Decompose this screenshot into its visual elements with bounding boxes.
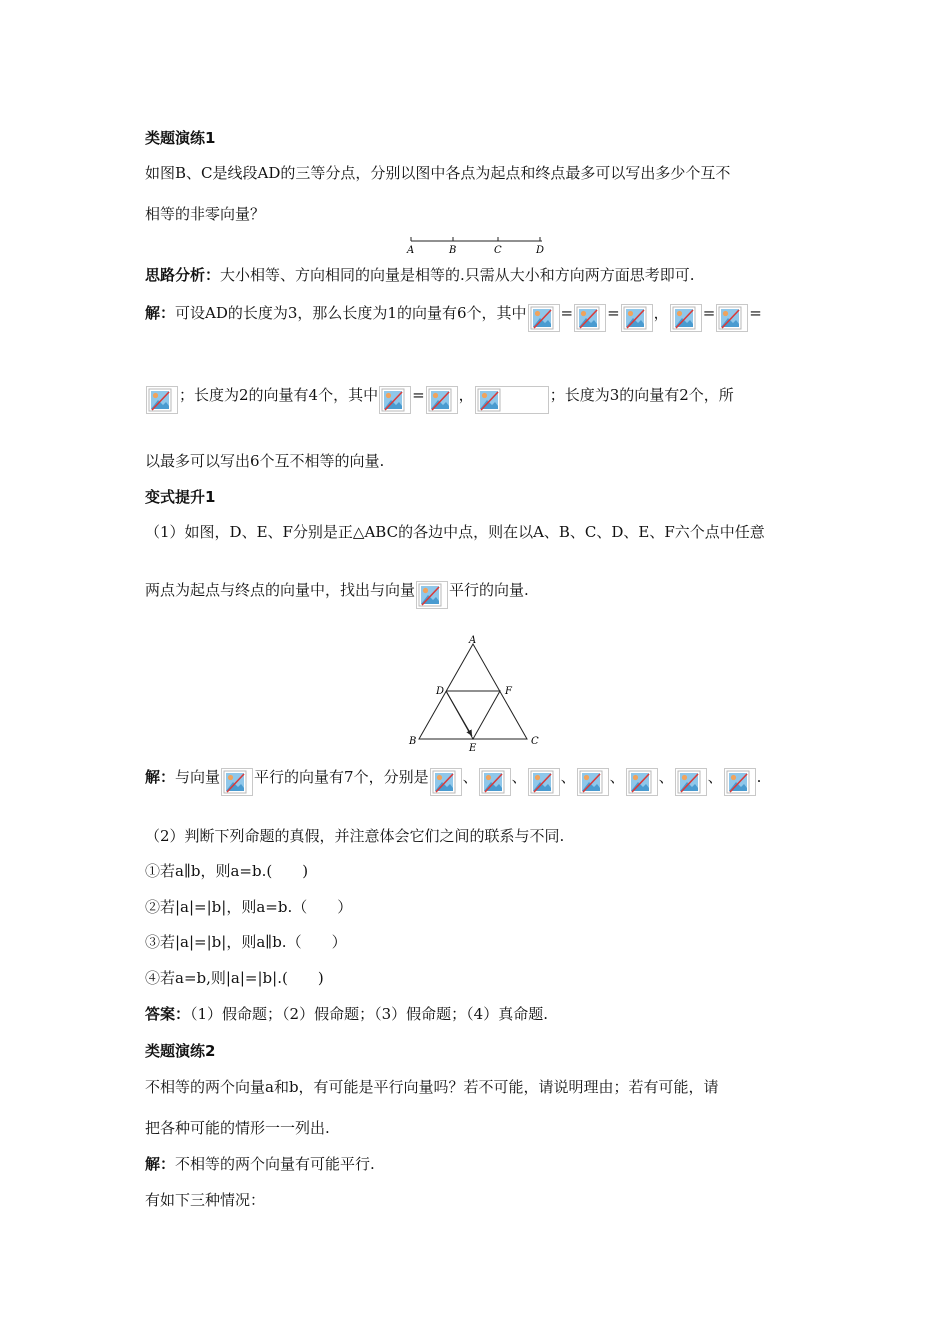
point-label-c: C	[494, 245, 502, 256]
vector-image-icon	[577, 768, 609, 796]
problem-line-1: （1）如图，D、E、F分别是正△ABC的各边中点，则在以A、B、C、D、E、F六个点中任意	[145, 523, 765, 541]
part2-title: （2）判断下列命题的真假，并注意体会它们之间的联系与不同.	[145, 827, 565, 845]
solution-label: 解：	[145, 768, 176, 786]
proposition-2: ②若|a|=|b|，则a=b.（ ）	[145, 898, 353, 916]
solution-text: 与向量	[175, 768, 221, 786]
vector-image-icon	[221, 768, 253, 796]
point-label-d: D	[436, 686, 445, 697]
vector-image-icon	[675, 768, 707, 796]
answer-line	[145, 1004, 548, 1024]
solution3-line	[145, 1154, 375, 1174]
vector-image-icon	[146, 386, 178, 414]
answer-label: 答案：	[145, 1005, 191, 1023]
point-label-b: B	[449, 245, 457, 256]
solution-text: 可设AD的长度为3，那么长度为1的向量有6个，其中	[175, 304, 527, 322]
solution-text: ；长度为3的向量有2个，所	[549, 386, 734, 404]
question-line-2: 相等的非零向量？	[145, 205, 266, 223]
section-title-2: 变式提升1	[145, 488, 216, 506]
segment-figure	[400, 234, 560, 258]
equals-sign: =	[607, 304, 620, 322]
comma: ，	[653, 304, 669, 322]
separator: 、	[560, 768, 576, 786]
analysis-line	[145, 265, 695, 285]
vector-image-icon	[626, 768, 658, 796]
proposition-3: ③若|a|=|b|，则a∥b.（ ）	[145, 933, 347, 951]
vector-image-icon	[724, 768, 756, 796]
solution-label: 解：	[145, 304, 176, 322]
vector-image-icon	[479, 768, 511, 796]
separator: 、	[511, 768, 527, 786]
analysis-label: 思路分析：	[145, 266, 221, 284]
problem-text: 平行的向量.	[449, 581, 529, 599]
problem-line-2	[145, 580, 529, 609]
separator: 、	[609, 768, 625, 786]
vector-image-icon	[416, 581, 448, 609]
section-title-3: 类题演练2	[145, 1042, 216, 1060]
separator: 、	[658, 768, 674, 786]
vector-image-icon	[670, 304, 702, 332]
vector-image-icon	[574, 304, 606, 332]
separator: 、	[707, 768, 723, 786]
point-label-c: C	[531, 736, 539, 747]
point-label-e: E	[469, 743, 477, 754]
equals-sign: =	[560, 304, 574, 322]
question2-line-2: 把各种可能的情形一一列出.	[145, 1119, 330, 1137]
period: .	[756, 768, 762, 786]
solution-text: 平行的向量有7个，分别是	[254, 768, 429, 786]
equals-sign: =	[412, 386, 425, 404]
solution-line-2	[145, 385, 734, 414]
triangle-figure	[405, 632, 555, 754]
point-label-a: A	[407, 245, 415, 256]
question-line-1: 如图B、C是线段AD的三等分点，分别以图中各点为起点和终点最多可以写出多少个互不	[145, 164, 731, 182]
vector-image-icon	[475, 386, 549, 414]
point-label-d: D	[536, 245, 545, 256]
solution-line-3: 以最多可以写出6个互不相等的向量.	[145, 452, 385, 470]
separator: 、	[462, 768, 478, 786]
vector-image-icon	[716, 304, 748, 332]
vector-image-icon	[430, 768, 462, 796]
vector-image-icon	[528, 304, 560, 332]
solution-text: ；长度为2的向量有4个，其中	[179, 386, 379, 404]
question2-line-1: 不相等的两个向量a和b，有可能是平行向量吗？若不可能，请说明理由；若有可能，请	[145, 1078, 719, 1096]
point-label-f: F	[505, 686, 512, 697]
analysis-text: 大小相等、方向相同的向量是相等的.只需从大小和方向两方面思考即可.	[220, 266, 695, 284]
problem-text: 两点为起点与终点的向量中，找出与向量	[145, 581, 416, 599]
solution-text: 不相等的两个向量有可能平行.	[175, 1155, 375, 1173]
solution-line-1	[145, 303, 762, 332]
point-label-b: B	[409, 736, 417, 747]
solution-label: 解：	[145, 1155, 176, 1173]
answer-text: （1）假命题；（2）假命题；（3）假命题；（4）真命题.	[190, 1005, 548, 1023]
comma: ，	[458, 386, 474, 404]
solution2-line	[145, 767, 761, 796]
point-label-a: A	[469, 635, 477, 646]
cases-intro: 有如下三种情况：	[145, 1191, 266, 1209]
vector-image-icon	[379, 386, 411, 414]
equals-sign: =	[749, 304, 762, 322]
proposition-1: ①若a∥b，则a=b.( )	[145, 862, 309, 880]
vector-image-icon	[426, 386, 458, 414]
section-title-1: 类题演练1	[145, 129, 216, 147]
equals-sign: =	[702, 304, 716, 322]
vector-image-icon	[621, 304, 653, 332]
vector-image-icon	[528, 768, 560, 796]
proposition-4: ④若a=b,则|a|=|b|.( )	[145, 969, 324, 987]
